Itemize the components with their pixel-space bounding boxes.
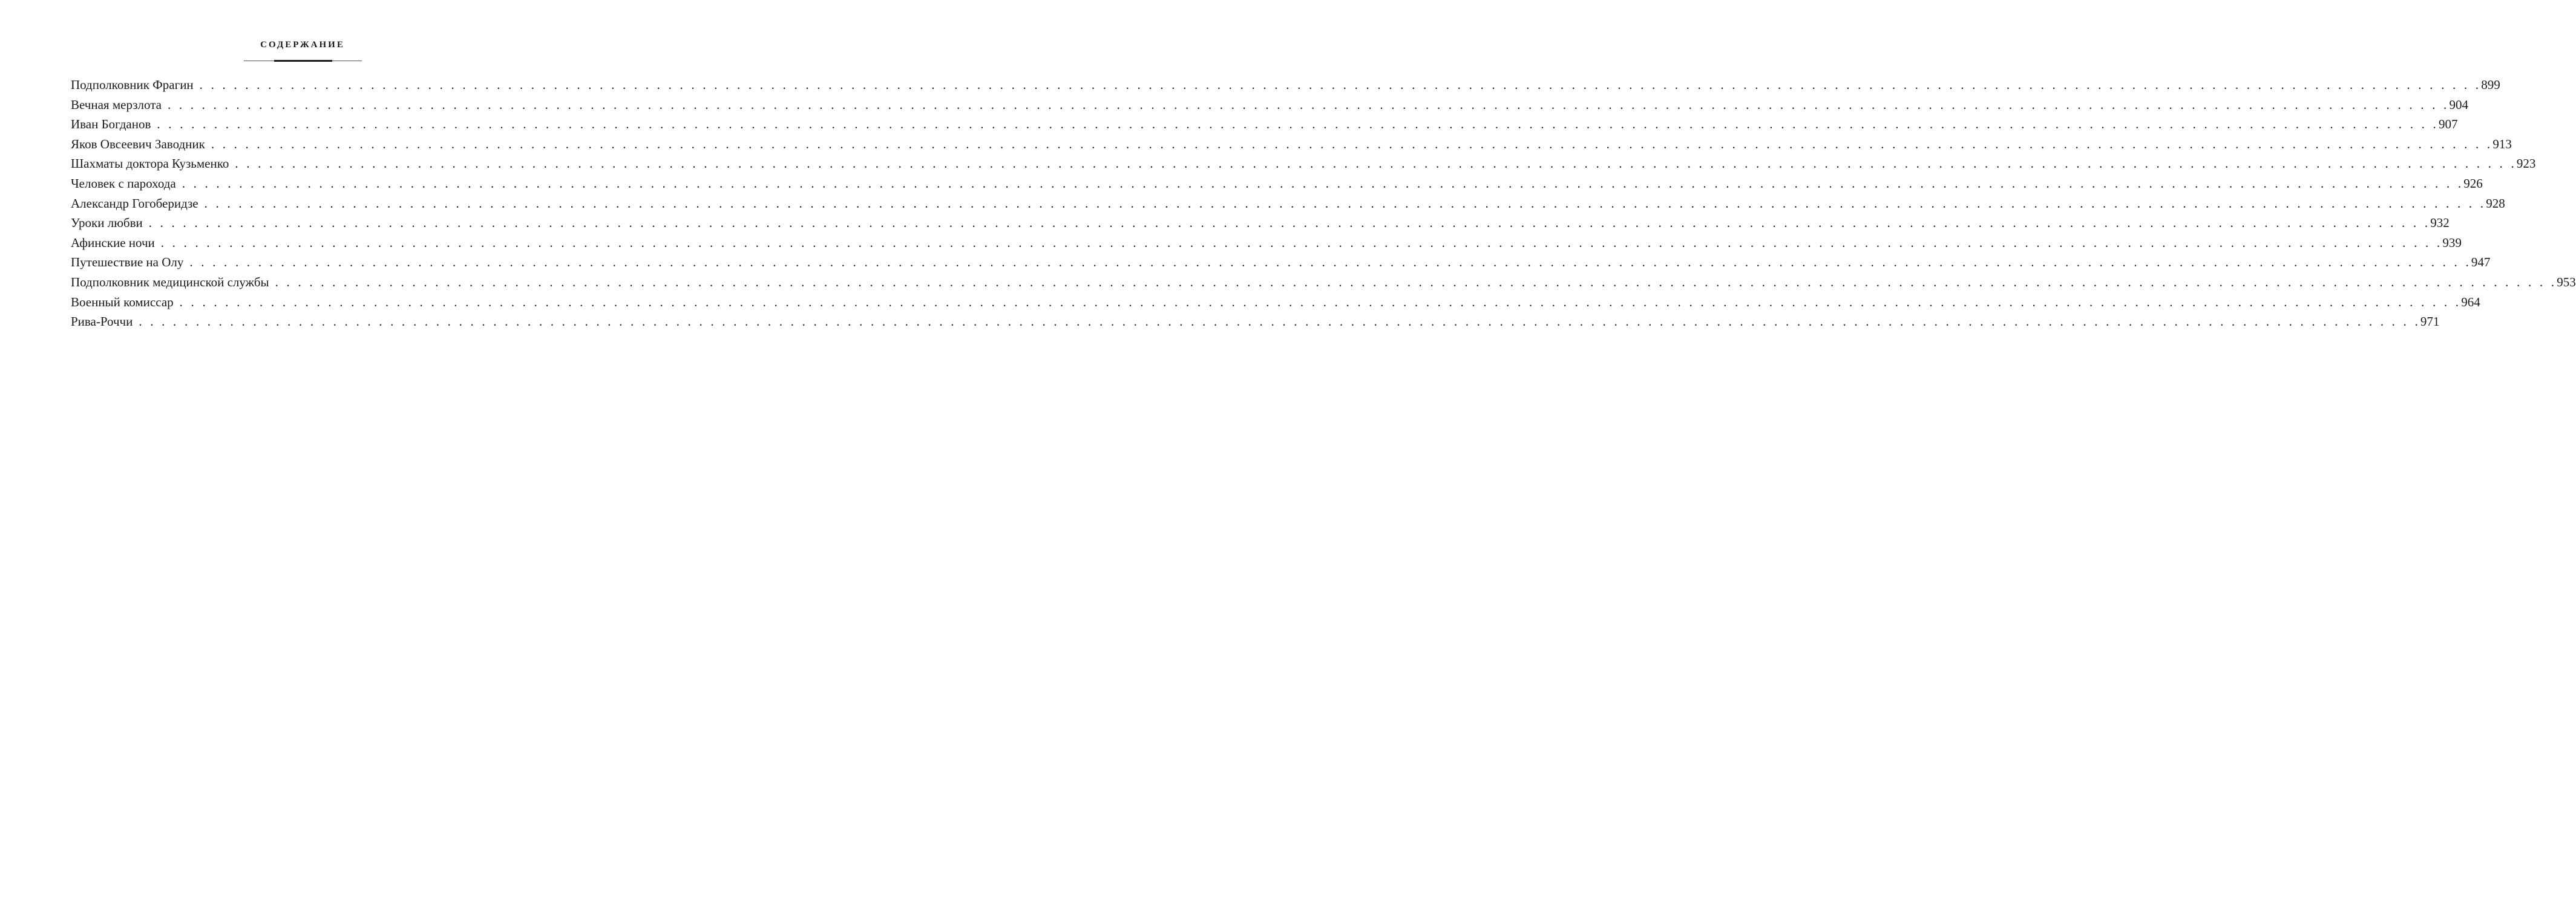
- toc-entry-title: Яков Овсеевич Заводник: [71, 136, 205, 151]
- toc-leader-dots: . . . . . . . . . . . . . . . . . . . . . . . . . . . . . . . . . . . . . . . . . . . . . . . . . . . . . . . . . . . . . . . . . . . . . . . . . . . . . . . . . . . . . . . . . . . . . . . . . . . . . . . . . . . . . . . . . . . . . . . . . . . . . . . . . . . . . . . . . . . . . . . . . . . . . . . . . . . . . . . . . . . . . . . . . . . . . . . . . . . . . . . . . . . . . . . . . . . . . . . .: [275, 274, 2557, 289]
- toc-entry[interactable]: [71, 174, 2483, 194]
- toc-leader-dots: . . . . . . . . . . . . . . . . . . . . . . . . . . . . . . . . . . . . . . . . . . . . . . . . . . . . . . . . . . . . . . . . . . . . . . . . . . . . . . . . . . . . . . . . . . . . . . . . . . . . . . . . . . . . . . . . . . . . . . . . . . . . . . . . . . . . . . . . . . . . . . . . . . . . . . . . . . . . . . . . . . . . . . . . . . . . . . . . . . . . . . . . . . . . . . . . . . . . . . . .: [189, 255, 2471, 270]
- toc-leader-dots: . . . . . . . . . . . . . . . . . . . . . . . . . . . . . . . . . . . . . . . . . . . . . . . . . . . . . . . . . . . . . . . . . . . . . . . . . . . . . . . . . . . . . . . . . . . . . . . . . . . . . . . . . . . . . . . . . . . . . . . . . . . . . . . . . . . . . . . . . . . . . . . . . . . . . . . . . . . . . . . . . . . . . . . . . . . . . . . . . . . . . . . . . . . . . . . . . . . . . . . .: [167, 97, 2450, 112]
- toc-entry[interactable]: [71, 312, 2440, 332]
- divider-thick-line: [274, 60, 332, 62]
- title-divider: [244, 59, 362, 62]
- toc-entry-page-number: 964: [2461, 294, 2480, 309]
- toc-leader-dots: . . . . . . . . . . . . . . . . . . . . . . . . . . . . . . . . . . . . . . . . . . . . . . . . . . . . . . . . . . . . . . . . . . . . . . . . . . . . . . . . . . . . . . . . . . . . . . . . . . . . . . . . . . . . . . . . . . . . . . . . . . . . . . . . . . . . . . . . . . . . . . . . . . . . . . . . . . . . . . . . . . . . . . . . . . . . . . . . . . . . . . . . . . . . . . . . . . . . . . . .: [157, 117, 2439, 132]
- toc-entry[interactable]: [71, 233, 2462, 253]
- toc-entry-title: Подполковник медицинской службы: [71, 274, 269, 289]
- toc-entry-title: Шахматы доктора Кузьменко: [71, 156, 229, 171]
- toc-entry-page-number: 928: [2486, 196, 2505, 211]
- toc-entry-page-number: 926: [2463, 176, 2483, 191]
- toc-entry-page-number: 971: [2420, 314, 2440, 329]
- toc-entry-page-number: 923: [2516, 156, 2536, 171]
- page-title: СОДЕРЖАНИЕ: [260, 40, 345, 50]
- toc-entry-title: Подполковник Фрагин: [71, 77, 194, 92]
- toc-leader-dots: . . . . . . . . . . . . . . . . . . . . . . . . . . . . . . . . . . . . . . . . . . . . . . . . . . . . . . . . . . . . . . . . . . . . . . . . . . . . . . . . . . . . . . . . . . . . . . . . . . . . . . . . . . . . . . . . . . . . . . . . . . . . . . . . . . . . . . . . . . . . . . . . . . . . . . . . . . . . . . . . . . . . . . . . . . . . . . . . . . . . . . . . . . . . . . . . . . . . . . . .: [199, 77, 2482, 92]
- toc-entry[interactable]: [71, 134, 2512, 154]
- toc-leader-dots: . . . . . . . . . . . . . . . . . . . . . . . . . . . . . . . . . . . . . . . . . . . . . . . . . . . . . . . . . . . . . . . . . . . . . . . . . . . . . . . . . . . . . . . . . . . . . . . . . . . . . . . . . . . . . . . . . . . . . . . . . . . . . . . . . . . . . . . . . . . . . . . . . . . . . . . . . . . . . . . . . . . . . . . . . . . . . . . . . . . . . . . . . . . . . . . . . . . . . . . .: [148, 215, 2431, 231]
- toc-entry[interactable]: [71, 252, 2491, 272]
- toc-entry[interactable]: [71, 272, 2576, 292]
- toc-entry[interactable]: [71, 114, 2458, 134]
- toc-leader-dots: . . . . . . . . . . . . . . . . . . . . . . . . . . . . . . . . . . . . . . . . . . . . . . . . . . . . . . . . . . . . . . . . . . . . . . . . . . . . . . . . . . . . . . . . . . . . . . . . . . . . . . . . . . . . . . . . . . . . . . . . . . . . . . . . . . . . . . . . . . . . . . . . . . . . . . . . . . . . . . . . . . . . . . . . . . . . . . . . . . . . . . . . . . . . . . . . . . . . . . . .: [139, 314, 2420, 329]
- toc-entry[interactable]: [71, 194, 2505, 214]
- toc-entry-title: Александр Гогоберидзе: [71, 196, 198, 211]
- toc-entry-title: Рива-Роччи: [71, 314, 133, 329]
- toc-entry-title: Афинские ночи: [71, 235, 155, 250]
- table-of-contents: [71, 75, 2576, 332]
- toc-entry-page-number: 907: [2438, 117, 2458, 132]
- toc-entry-title: Военный комиссар: [71, 294, 174, 309]
- toc-entry-page-number: 913: [2492, 136, 2512, 151]
- toc-entry-title: Человек с парохода: [71, 176, 176, 191]
- toc-entry[interactable]: [71, 75, 2500, 95]
- toc-entry[interactable]: [71, 95, 2469, 115]
- toc-entry[interactable]: [71, 213, 2450, 233]
- toc-entry-page-number: 953: [2557, 274, 2576, 289]
- toc-entry-page-number: 939: [2442, 235, 2462, 250]
- toc-entry-page-number: 947: [2471, 255, 2491, 270]
- toc-entry-title: Вечная мерзлота: [71, 97, 162, 112]
- toc-leader-dots: . . . . . . . . . . . . . . . . . . . . . . . . . . . . . . . . . . . . . . . . . . . . . . . . . . . . . . . . . . . . . . . . . . . . . . . . . . . . . . . . . . . . . . . . . . . . . . . . . . . . . . . . . . . . . . . . . . . . . . . . . . . . . . . . . . . . . . . . . . . . . . . . . . . . . . . . . . . . . . . . . . . . . . . . . . . . . . . . . . . . . . . . . . . . . . . . . . . . . . . .: [160, 235, 2443, 250]
- toc-leader-dots: . . . . . . . . . . . . . . . . . . . . . . . . . . . . . . . . . . . . . . . . . . . . . . . . . . . . . . . . . . . . . . . . . . . . . . . . . . . . . . . . . . . . . . . . . . . . . . . . . . . . . . . . . . . . . . . . . . . . . . . . . . . . . . . . . . . . . . . . . . . . . . . . . . . . . . . . . . . . . . . . . . . . . . . . . . . . . . . . . . . . . . . . . . . . . . . . . . . . . . . .: [182, 176, 2464, 191]
- toc-entry[interactable]: [71, 292, 2480, 312]
- toc-entry-page-number: 899: [2481, 77, 2500, 92]
- toc-leader-dots: . . . . . . . . . . . . . . . . . . . . . . . . . . . . . . . . . . . . . . . . . . . . . . . . . . . . . . . . . . . . . . . . . . . . . . . . . . . . . . . . . . . . . . . . . . . . . . . . . . . . . . . . . . . . . . . . . . . . . . . . . . . . . . . . . . . . . . . . . . . . . . . . . . . . . . . . . . . . . . . . . . . . . . . . . . . . . . . . . . . . . . . . . . . . . . . . . . . . . . . .: [235, 156, 2517, 171]
- toc-entry-title: Иван Богданов: [71, 117, 151, 132]
- toc-entry[interactable]: [71, 154, 2536, 174]
- toc-leader-dots: . . . . . . . . . . . . . . . . . . . . . . . . . . . . . . . . . . . . . . . . . . . . . . . . . . . . . . . . . . . . . . . . . . . . . . . . . . . . . . . . . . . . . . . . . . . . . . . . . . . . . . . . . . . . . . . . . . . . . . . . . . . . . . . . . . . . . . . . . . . . . . . . . . . . . . . . . . . . . . . . . . . . . . . . . . . . . . . . . . . . . . . . . . . . . . . . . . . . . . . .: [211, 136, 2493, 151]
- toc-entry-title: Уроки любви: [71, 215, 143, 231]
- toc-entry-page-number: 932: [2430, 215, 2450, 231]
- toc-entry-page-number: 904: [2449, 97, 2469, 112]
- toc-leader-dots: . . . . . . . . . . . . . . . . . . . . . . . . . . . . . . . . . . . . . . . . . . . . . . . . . . . . . . . . . . . . . . . . . . . . . . . . . . . . . . . . . . . . . . . . . . . . . . . . . . . . . . . . . . . . . . . . . . . . . . . . . . . . . . . . . . . . . . . . . . . . . . . . . . . . . . . . . . . . . . . . . . . . . . . . . . . . . . . . . . . . . . . . . . . . . . . . . . . . . . . .: [179, 294, 2462, 309]
- toc-entry-title: Путешествие на Олу: [71, 255, 184, 270]
- toc-leader-dots: . . . . . . . . . . . . . . . . . . . . . . . . . . . . . . . . . . . . . . . . . . . . . . . . . . . . . . . . . . . . . . . . . . . . . . . . . . . . . . . . . . . . . . . . . . . . . . . . . . . . . . . . . . . . . . . . . . . . . . . . . . . . . . . . . . . . . . . . . . . . . . . . . . . . . . . . . . . . . . . . . . . . . . . . . . . . . . . . . . . . . . . . . . . . . . . . . . . . . . . .: [204, 196, 2486, 211]
